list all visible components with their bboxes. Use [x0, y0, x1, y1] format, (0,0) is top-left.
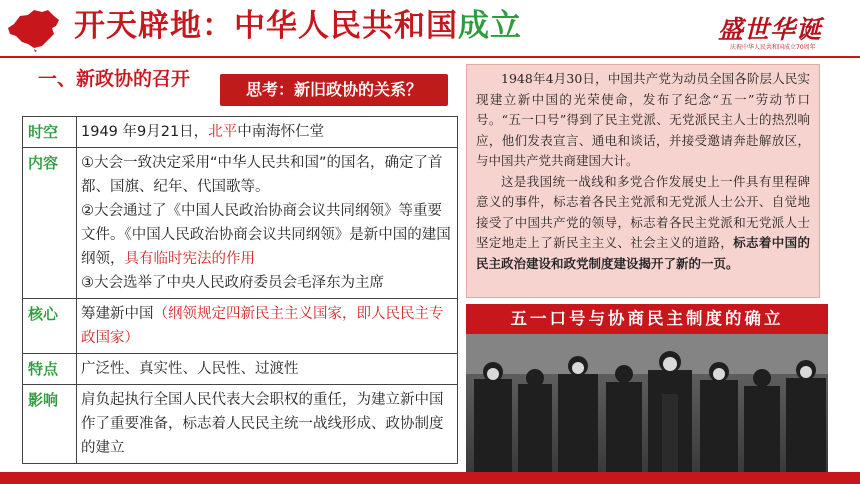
row-text: 1949 年9月21日， — [81, 124, 209, 140]
page-title — [74, 4, 522, 48]
table-row — [23, 148, 458, 299]
page-title-main: 开天辟地：中华人民共和国 — [74, 8, 458, 44]
think-question-box: 思考：新旧政协的关系？ — [220, 74, 448, 106]
quote-paragraph-1: 1948年4月30日，中国共产党为动员全国各阶层人民实现建立新中国的光荣使命，发布了纪念“五一”劳动节口号。“五一口号”得到了民主党派、无党派民主人士的热烈响应，他们发表宣言、通电和谈话，并接受邀请奔赴解放区，与中国共产党共商建国大计。 — [476, 71, 810, 168]
historical-photo — [466, 334, 828, 472]
row-key-label: 核心 — [23, 299, 77, 354]
brand-logo-subtext: 庆祝中华人民共和国成立70周年 — [730, 44, 816, 51]
row-key-label: 影响 — [23, 385, 77, 464]
row-text: ③大会选举了中央人民政府委员会毛泽东为主席 — [81, 275, 384, 291]
info-table — [22, 116, 458, 464]
row-value — [77, 385, 458, 464]
quote-paragraph-2 — [476, 172, 810, 275]
row-key-label: 内容 — [23, 148, 77, 299]
row-text: ②大会通过了《中国人民政治协商会议共同纲领》等重要文件。《中国人民政治协商会议共同纲领》是新中国的建国纲领， — [81, 203, 451, 267]
row-key-label: 时空 — [23, 117, 77, 148]
photo-caption-bar: 五一口号与协商民主制度的确立 — [466, 304, 828, 334]
quote-box — [466, 64, 820, 298]
row-value — [77, 354, 458, 385]
row-text: 广泛性、真实性、人民性、过渡性 — [81, 361, 299, 377]
highlighted-text: 北平 — [208, 124, 238, 140]
row-text: 中南海怀仁堂 — [237, 124, 325, 140]
quote-paragraph-2-bold: 标志着中国的民主政治建设和政党制度建设揭开了新的一页。 — [476, 235, 810, 271]
highlighted-text: （纲领规定四新民主主义国家，即人民民主专政国家） — [81, 306, 444, 346]
highlighted-text: 具有临时宪法的作用 — [124, 251, 255, 267]
title-divider — [0, 56, 860, 58]
table-row — [23, 117, 458, 148]
table-row — [23, 299, 458, 354]
row-value — [77, 117, 458, 148]
table-row — [23, 354, 458, 385]
section-heading: 一、新政协的召开 — [38, 68, 191, 90]
row-text: 筹建新中国 — [81, 306, 154, 322]
row-value — [77, 299, 458, 354]
brand-logo — [716, 14, 844, 58]
row-value — [77, 148, 458, 299]
brand-logo-text: 盛世华诞 — [718, 15, 823, 44]
row-key-label: 特点 — [23, 354, 77, 385]
row-text: 肩负起执行全国人民代表大会职权的重任，为建立新中国作了重要准备，标志着人民民主统一战线形成、政协制度的建立 — [81, 392, 444, 456]
quote-paragraph-2-text: 这是我国统一战线和多党合作发展史上一件具有里程碑意义的事件，标志着各民主党派和无党派人士公开、自觉地接受了中国共产党的领导，标志着各民主党派和无党派人士坚定地走上了新民主主义、社会主义的道路， — [476, 173, 810, 250]
footer-bar — [0, 472, 860, 484]
row-text: ①大会一致决定采用“中华人民共和国”的国名，确定了首都、国旗、纪年、代国歌等。 — [81, 155, 443, 195]
page-title-accent: 成立 — [458, 8, 522, 44]
table-row — [23, 385, 458, 464]
china-map-icon — [4, 6, 62, 52]
